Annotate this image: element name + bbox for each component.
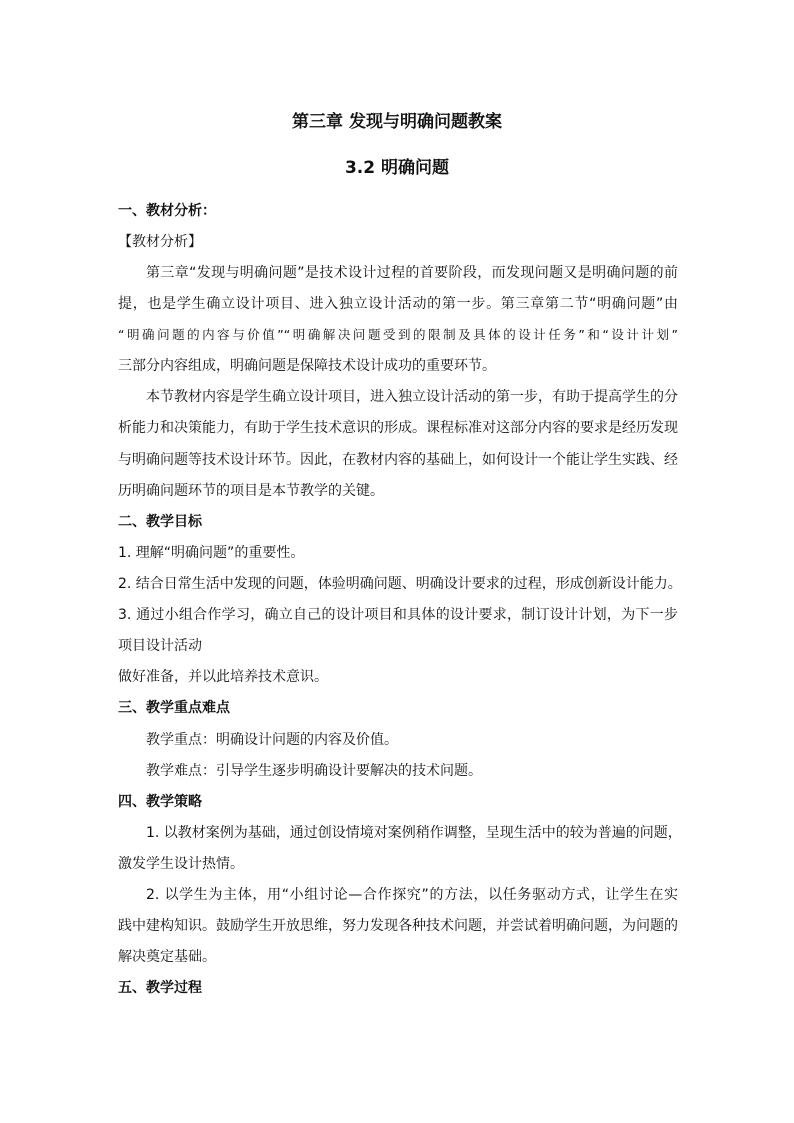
goal-item: 项目设计活动 bbox=[118, 638, 202, 654]
section-heading-2: 二、教学目标 bbox=[118, 514, 202, 530]
section-heading-4: 四、教学策略 bbox=[118, 794, 202, 810]
section-heading-1: 一、教材分析： bbox=[118, 203, 216, 219]
section-heading-3: 三、教学重点难点 bbox=[118, 700, 230, 716]
subsection-heading: 【教材分析】 bbox=[118, 234, 202, 250]
goal-item: 做好准备，并以此培养技术意识。 bbox=[118, 669, 328, 685]
goal-item: 3. 通过小组合作学习，确立自己的设计项目和具体的设计要求，制订设计计划，为下一步 bbox=[118, 607, 678, 623]
goal-item: 2. 结合日常生活中发现的问题，体验明确问题、明确设计要求的过程，形成创新设计能力。 bbox=[118, 576, 682, 592]
strategy-line: 践中建构知识。鼓励学生开放思维，努力发现各种技术问题，并尝试着明确问题，为问题的 bbox=[118, 918, 678, 934]
key-point: 教学重点：明确设计问题的内容及价值。 bbox=[146, 732, 398, 748]
document-subtitle: 3.2 明确问题 bbox=[344, 158, 450, 178]
section-heading-5: 五、教学过程 bbox=[118, 980, 202, 996]
paragraph-line: 第三章“发现与明确问题”是技术设计过程的首要阶段，而发现问题又是明确问题的前 bbox=[146, 265, 678, 281]
goal-item: 1. 理解“明确问题”的重要性。 bbox=[118, 545, 305, 561]
strategy-line: 激发学生设计热情。 bbox=[118, 856, 244, 872]
paragraph-line: 析能力和决策能力，有助于学生技术意识的形成。课程标准对这部分内容的要求是经历发现 bbox=[118, 420, 678, 436]
paragraph-line: 历明确问题环节的项目是本节教学的关键。 bbox=[118, 483, 384, 499]
paragraph-line: 与明确问题等技术设计环节。因此，在教材内容的基础上，如何设计一个能让学生实践、经 bbox=[118, 452, 678, 468]
paragraph-line: 三部分内容组成，明确问题是保障技术设计成功的重要环节。 bbox=[118, 358, 496, 374]
paragraph-line: “明确问题的内容与价值”“明确解决问题受到的限制及具体的设计任务”和“设计计划” bbox=[118, 327, 678, 342]
strategy-line: 2. 以学生为主体，用“小组讨论—合作探究”的方法，以任务驱动方式，让学生在实 bbox=[146, 887, 678, 903]
strategy-line: 解决奠定基础。 bbox=[118, 949, 216, 965]
paragraph-line: 提，也是学生确立设计项目、进入独立设计活动的第一步。第三章第二节“明确问题”由 bbox=[118, 296, 678, 312]
document-title: 第三章 发现与明确问题教案 bbox=[292, 112, 502, 132]
paragraph-line: 本节教材内容是学生确立设计项目，进入独立设计活动的第一步，有助于提高学生的分 bbox=[146, 389, 678, 405]
strategy-line: 1. 以教材案例为基础，通过创设情境对案例稍作调整，呈现生活中的较为普遍的问题， bbox=[146, 825, 682, 841]
difficult-point: 教学难点：引导学生逐步明确设计要解决的技术问题。 bbox=[146, 763, 482, 779]
